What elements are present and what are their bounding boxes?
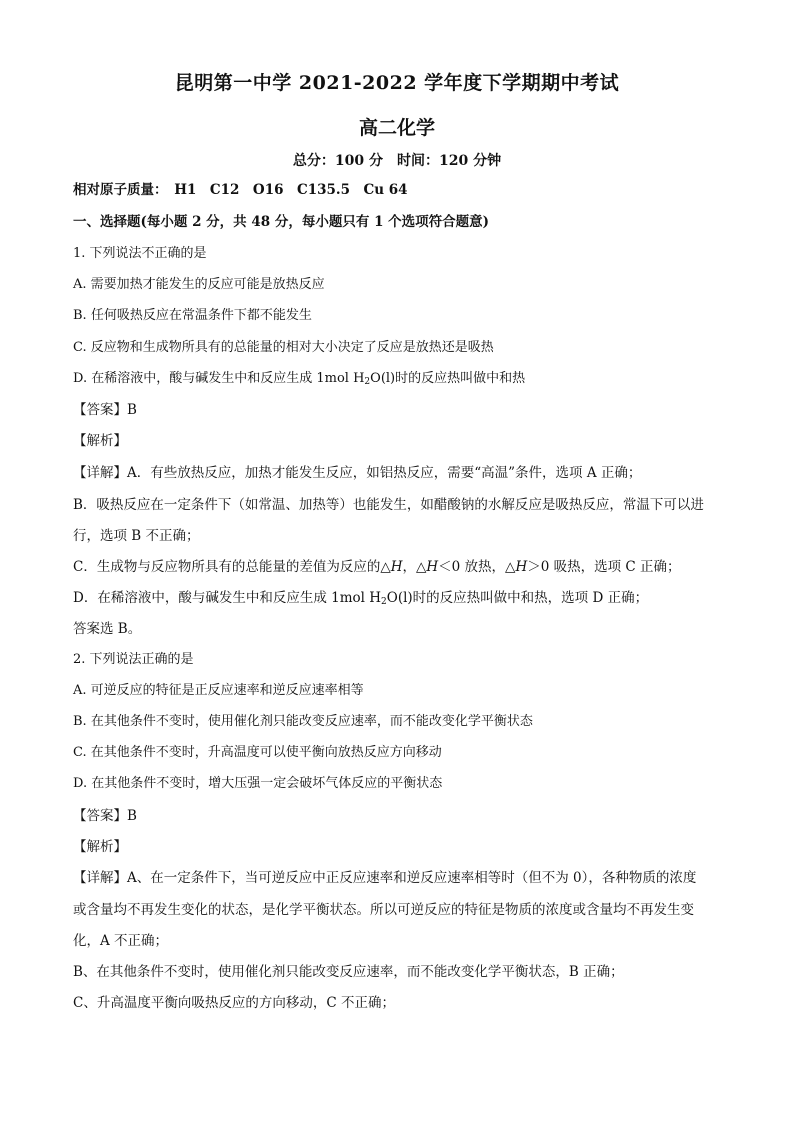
q1-detail-c-h3: H	[515, 559, 528, 575]
exam-title: 昆明第一中学 2021-2022 学年度下学期期中考试	[174, 72, 620, 94]
q2-answer: 【答案】B	[73, 808, 137, 824]
q1-answer: 【答案】B	[73, 402, 137, 418]
section-heading: 一、选择题(每小题 2 分，共 48 分，每小题只有 1 个选项符合题意)	[73, 214, 490, 230]
q1-conclusion: 答案选 B。	[73, 621, 142, 637]
q1-detail-a: 【详解】A．有些放热反应，加热才能发生反应，如铝热反应，需要“高温”条件，选项 A 正确；	[73, 465, 642, 481]
q2-option-b: B. 在其他条件不变时，使用催化剂只能改变反应速率，而不能改变化学平衡状态	[73, 714, 533, 729]
q2-option-c: C. 在其他条件不变时，升高温度可以使平衡向放热反应方向移动	[73, 745, 442, 760]
q1-detail-d-sub: 2	[381, 597, 387, 607]
q1-option-d-post: O(l)时的反应热叫做中和热	[370, 371, 526, 386]
exam-meta: 总分：100 分 时间：120 分钟	[292, 153, 502, 169]
q1-option-d-sub: 2	[364, 377, 371, 387]
q1-stem: 1. 下列说法不正确的是	[73, 246, 207, 261]
subject-title: 高二化学	[358, 117, 435, 139]
q1-option-c: C. 反应物和生成物所具有的总能量的相对大小决定了反应是放热还是吸热	[73, 340, 494, 355]
q2-detail-b: B、在其他条件不变时，使用催化剂只能改变反应速率，而不能改变化学平衡状态，B 正确；	[73, 964, 624, 980]
q2-option-d: D. 在其他条件不变时，增大压强一定会破坏气体反应的平衡状态	[73, 776, 443, 791]
q1-detail-b1: B．吸热反应在一定条件下（如常温、加热等）也能发生，如醋酸钠的水解反应是吸热反应，常温下可以进	[73, 497, 704, 513]
q1-detail-c-h1: H	[390, 559, 403, 575]
q2-detail-c: C、升高温度平衡向吸热反应的方向移动，C 不正确；	[73, 995, 395, 1011]
q1-option-d	[73, 369, 723, 389]
q1-detail-d	[73, 588, 723, 608]
q2-stem: 2. 下列说法正确的是	[73, 652, 194, 667]
q1-option-d-pre: D. 在稀溶液中，酸与碱发生中和反应生成 1mol H	[73, 371, 365, 386]
atomic-masses: 相对原子质量： H1 C12 O16 C135.5 Cu 64	[73, 182, 408, 198]
q2-detail-a2: 或含量均不再发生变化的状态，是化学平衡状态。所以可逆反应的特征是物质的浓度或含量均不再发生变	[73, 902, 694, 918]
q2-analysis: 【解析】	[73, 839, 127, 855]
q1-detail-d-pre: D．在稀溶液中，酸与碱发生中和反应生成 1mol H	[73, 590, 382, 606]
q2-detail-a3: 化，A 不正确；	[73, 933, 169, 949]
q1-detail-d-post: O(l)时的反应热叫做中和热，选项 D 正确；	[386, 590, 649, 606]
q1-detail-c-pre: C．生成物与反应物所具有的总能量的差值为反应的△	[73, 559, 391, 575]
q2-option-a: A. 可逆反应的特征是正反应速率和逆反应速率相等	[73, 683, 364, 698]
q2-detail-a1: 【详解】A、在一定条件下，当可逆反应中正反应速率和逆反应速率相等时（但不为 0），各种物质的浓度	[73, 870, 697, 886]
q1-detail-c-post: ＞0 吸热，选项 C 正确；	[527, 559, 681, 575]
q1-analysis: 【解析】	[73, 433, 127, 449]
q1-detail-c	[73, 557, 723, 577]
q1-detail-c-mid2: ＜0 放热，△	[438, 559, 516, 575]
q1-option-a: A. 需要加热才能发生的反应可能是放热反应	[73, 277, 325, 292]
q1-detail-c-mid1: ，△	[402, 559, 427, 575]
q1-detail-c-h2: H	[426, 559, 439, 575]
q1-detail-b2: 行，选项 B 不正确；	[73, 528, 200, 544]
q1-option-b: B. 任何吸热反应在常温条件下都不能发生	[73, 308, 312, 323]
